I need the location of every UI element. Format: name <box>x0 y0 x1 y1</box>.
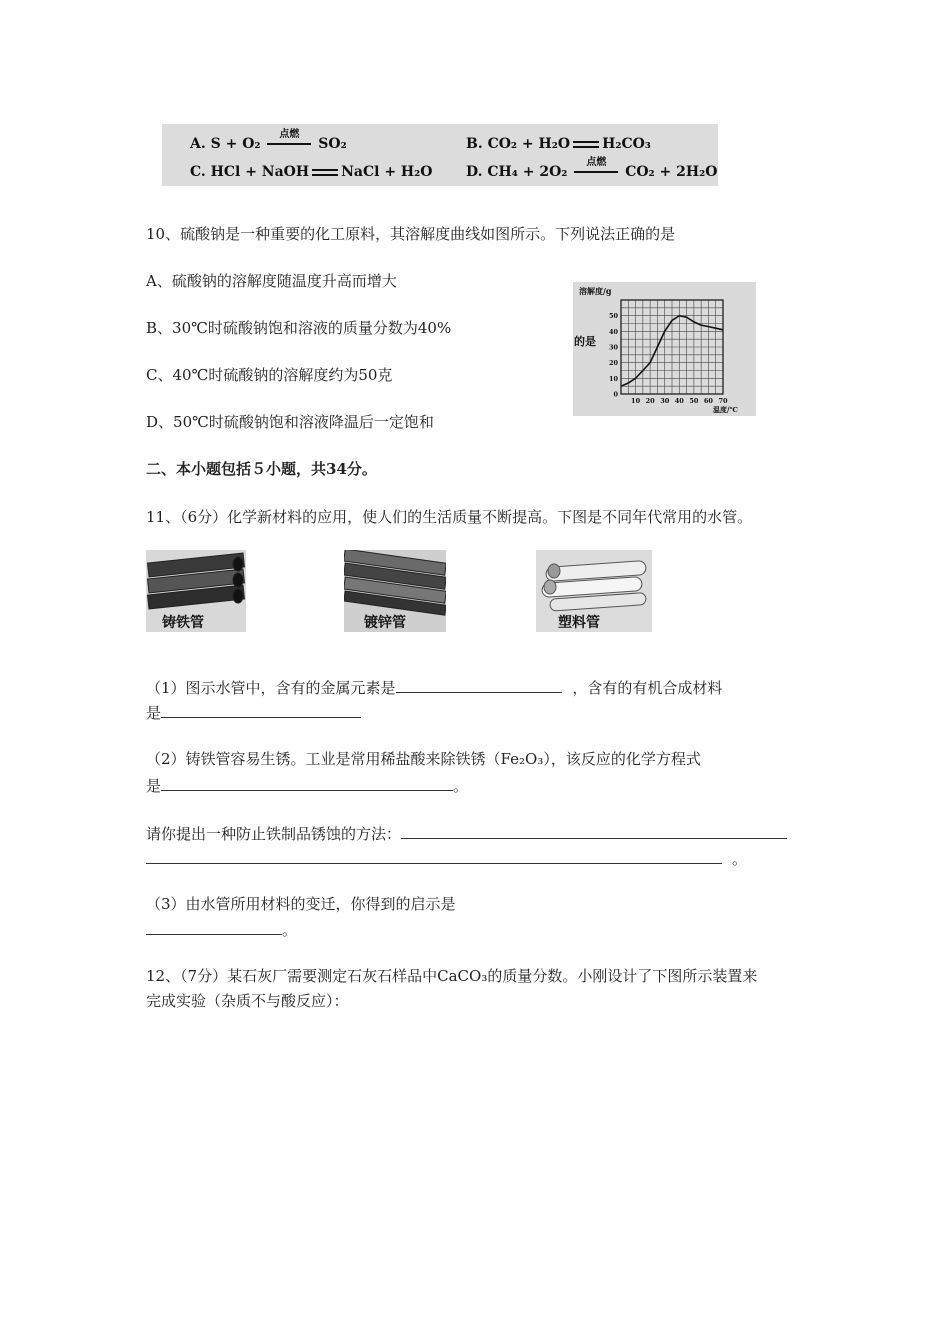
q10-option-b: B、30℃时硫酸钠饱和溶液的质量分数为40% <box>146 319 452 337</box>
plastic-pipe-photo <box>536 550 652 632</box>
y-tick-label: 50 <box>608 312 618 321</box>
y-tick-label: 30 <box>608 343 618 352</box>
solubility-chart-svg <box>573 282 756 416</box>
x-axis-label: 温度/℃ <box>713 405 738 414</box>
equation-b: B. CO₂ + H₂O H₂CO₃ <box>466 136 651 152</box>
cast-iron-pipe-photo <box>146 550 246 632</box>
q11-part3-line2: 。 <box>146 918 297 940</box>
x-tick-label: 70 <box>718 397 728 405</box>
x-tick-label: 60 <box>703 397 713 405</box>
q11-part1-line1: （1）图示水管中，含有的金属元素是 ，含有的有机合成材料 <box>146 676 722 698</box>
galvanized-pipe-label: 镀锌管 <box>364 615 406 631</box>
q11-part2-line3: 请你提出一种防止铁制品锈蚀的方法： <box>146 822 787 844</box>
rust-prevention-blank-continued[interactable] <box>146 847 722 864</box>
chart-side-text: 的是 <box>574 335 596 348</box>
q10-stem: 10、硫酸钠是一种重要的化工原料，其溶解度曲线如图所示。下列说法正确的是 <box>146 225 676 243</box>
solubility-chart <box>573 282 756 416</box>
equation-d: D. CH₄ + 2O₂ 点燃 CO₂ + 2H₂O <box>466 157 718 180</box>
q10-option-a: A、硫酸钠的溶解度随温度升高而增大 <box>146 272 397 290</box>
galvanized-pipe-photo <box>344 550 446 632</box>
q11-part1-line2: 是 <box>146 701 361 723</box>
x-tick-label: 40 <box>674 397 684 405</box>
equation-options-image <box>162 124 718 186</box>
y-tick-label: 40 <box>608 327 618 336</box>
q11-part2-line1: （2）铸铁管容易生锈。工业是常用稀盐酸来除铁锈（Fe₂O₃），该反应的化学方程式 <box>146 750 701 768</box>
q11-part3-line1: （3）由水管所用材料的变迁，你得到的启示是 <box>146 895 456 913</box>
q12-line2: 完成实验（杂质不与酸反应）： <box>146 992 349 1010</box>
q11-part2-line4: 。 <box>146 847 747 869</box>
y-tick-label: 10 <box>608 374 618 383</box>
y-tick-label: 20 <box>608 359 618 368</box>
chemical-equation-blank[interactable] <box>161 774 453 791</box>
inspiration-blank[interactable] <box>146 918 282 935</box>
water-pipes-image <box>146 550 652 632</box>
q10-option-c: C、40℃时硫酸钠的溶解度约为50克 <box>146 366 393 384</box>
plastic-pipe-label: 塑料管 <box>558 615 600 631</box>
x-tick-label: 50 <box>689 397 699 405</box>
equation-c: C. HCl + NaOH NaCl + H₂O <box>190 164 433 180</box>
q10-option-d: D、50℃时硫酸钠饱和溶液降温后一定饱和 <box>146 413 434 431</box>
q11-stem: 11、（6分）化学新材料的应用，使人们的生活质量不断提高。下图是不同年代常用的水管。 <box>146 508 753 526</box>
y-tick-label: 0 <box>613 390 618 399</box>
synthetic-material-blank[interactable] <box>161 701 361 718</box>
x-tick-label: 20 <box>645 397 655 405</box>
metal-element-blank[interactable] <box>396 676 562 693</box>
x-tick-label: 10 <box>631 397 641 405</box>
rust-prevention-blank[interactable] <box>401 822 787 839</box>
x-tick-label: 30 <box>660 397 670 405</box>
equation-a: A. S + O₂ 点燃 SO₂ <box>190 129 347 152</box>
q12-line1: 12、（7分）某石灰厂需要测定石灰石样品中CaCO₃的质量分数。小刚设计了下图所示装置来 <box>146 967 758 985</box>
y-axis-label: 溶解度/g <box>579 286 612 296</box>
cast-iron-pipe-label: 铸铁管 <box>162 615 204 631</box>
q11-part2-line2: 是 。 <box>146 774 468 796</box>
section-2-title: 二、本小题包括５小题，共34分。 <box>146 460 377 478</box>
